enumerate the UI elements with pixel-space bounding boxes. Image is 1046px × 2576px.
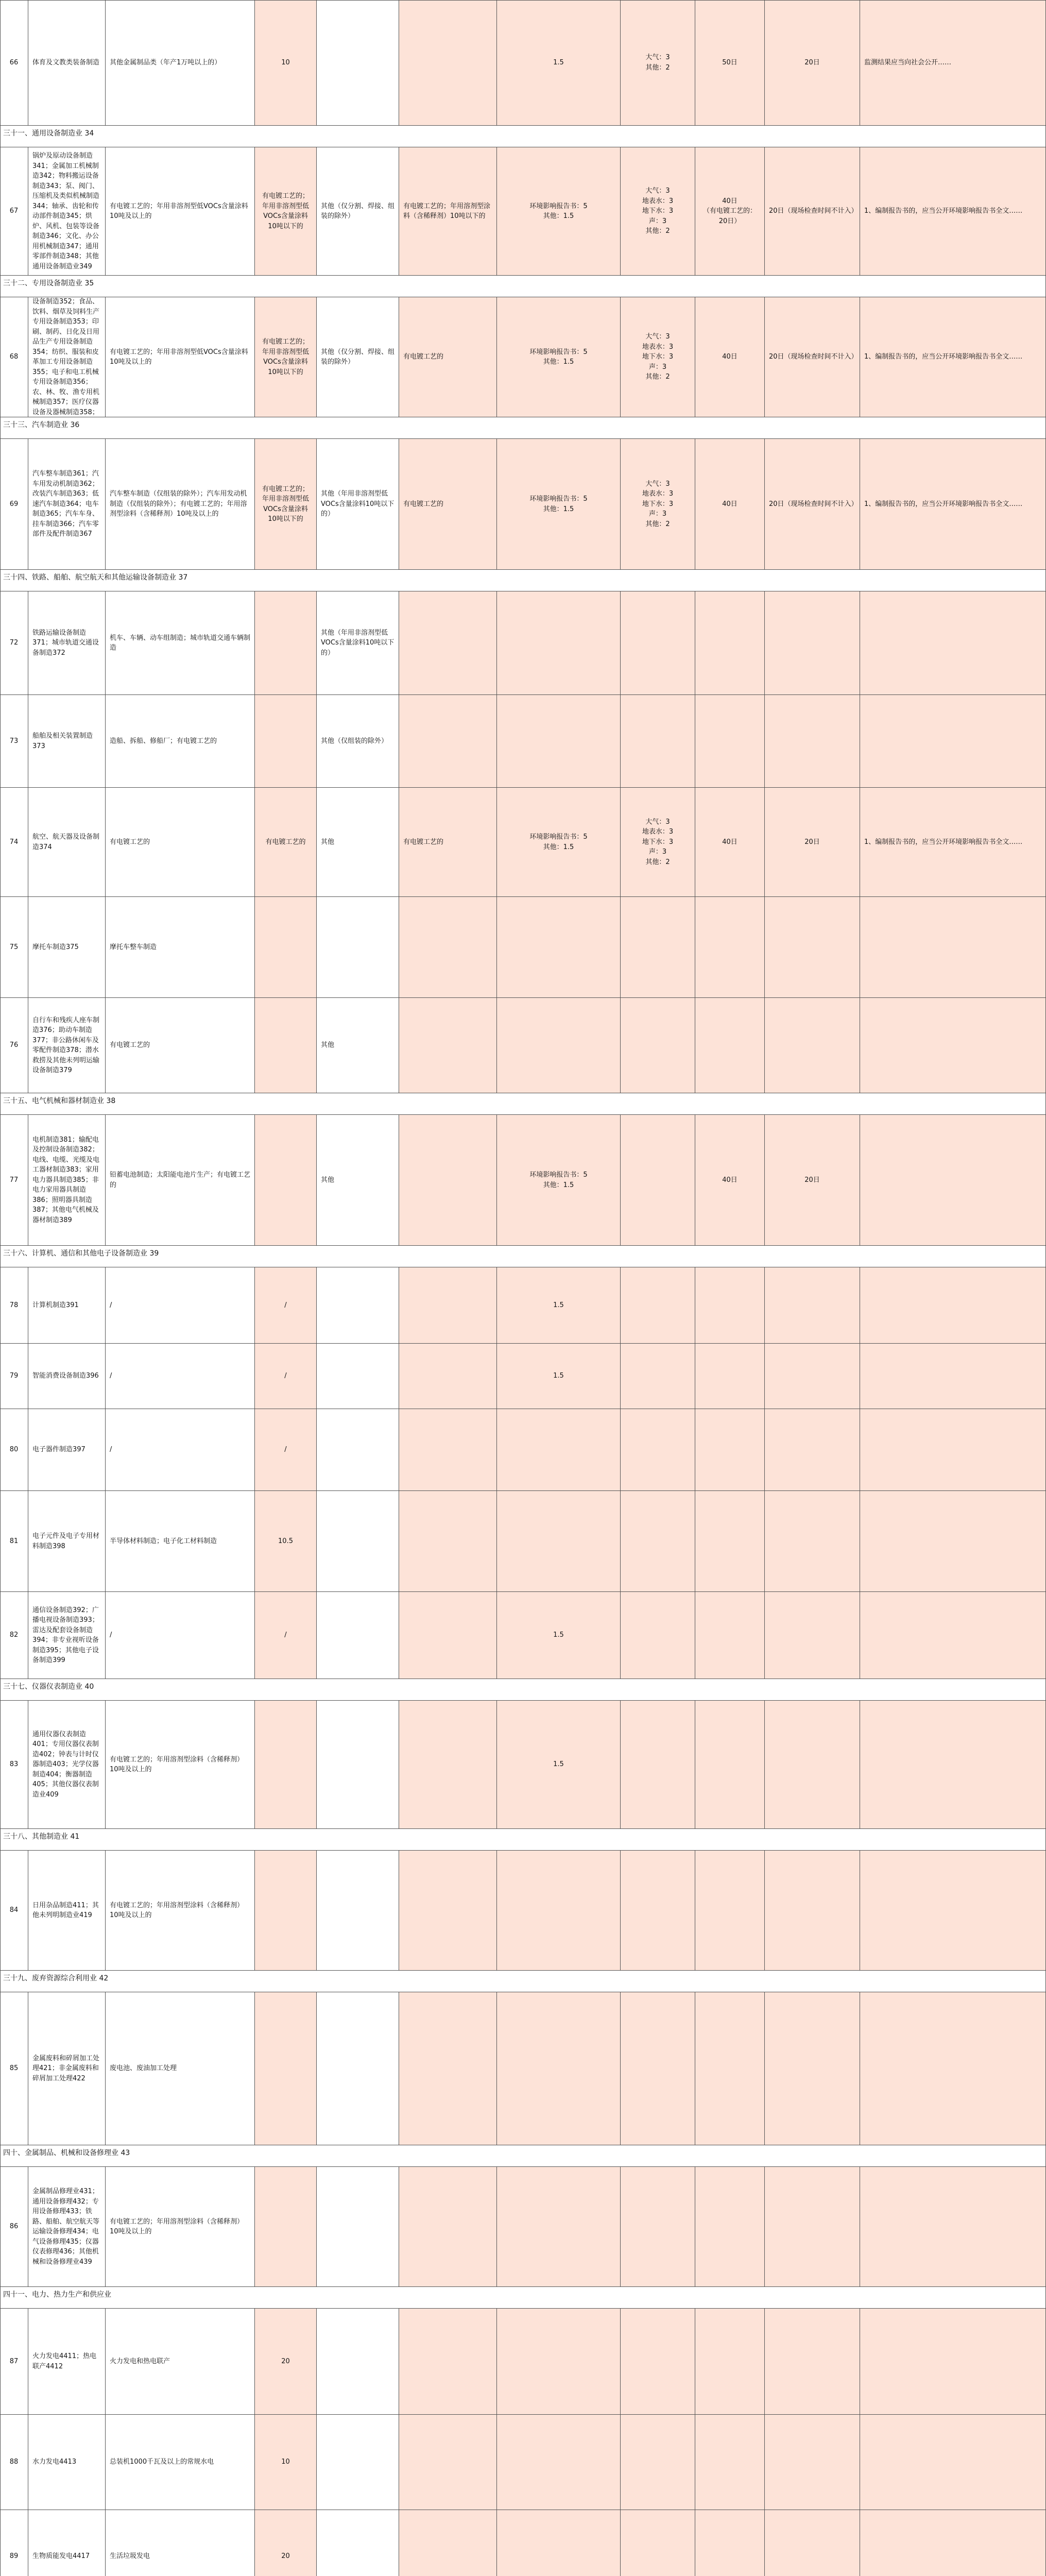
table-cell-c11: 1、编制报告书的，应当公开环境影响报告书全文…… bbox=[860, 297, 1046, 417]
table-cell-no: 84 bbox=[0, 1851, 28, 1970]
table-cell-name: 计算机制造391 bbox=[28, 1267, 106, 1343]
table-cell-c8 bbox=[621, 1115, 695, 1245]
table-cell-c6 bbox=[399, 1701, 497, 1828]
table-cell-c10 bbox=[765, 897, 860, 997]
table-cell-c10 bbox=[765, 695, 860, 787]
table-cell-c5: 其他（仅组装的除外） bbox=[317, 695, 399, 787]
table-cell-c8 bbox=[621, 1267, 695, 1343]
table-cell-mid bbox=[255, 1992, 317, 2145]
table-cell-mid: / bbox=[255, 1592, 317, 1679]
table-cell-c7 bbox=[497, 2309, 621, 2414]
table-cell-c8 bbox=[621, 1992, 695, 2145]
table-cell-c11 bbox=[860, 2309, 1046, 2414]
table-cell-no: 66 bbox=[0, 0, 28, 125]
table-cell-name: 通信设备制造392；广播电视设备制造393；雷达及配套设备制造394；非专业视听设备制造395；其他电子设备制造399 bbox=[28, 1592, 106, 1679]
table-cell-c8: 大气：3 其他：2 bbox=[621, 0, 695, 125]
table-cell-c7: 1.5 bbox=[497, 1592, 621, 1679]
table-cell-mid bbox=[255, 897, 317, 997]
table-cell-scope: 有电镀工艺的；年用非溶剂型低VOCs含量涂料10吨及以上的 bbox=[106, 147, 255, 275]
table-cell-c6: 有电镀工艺的；年用溶剂型涂料（含稀释剂）10吨以下的 bbox=[399, 147, 497, 275]
section-title: 四十、金属制品、机械和设备修理业 43 bbox=[3, 2149, 130, 2157]
table-row bbox=[0, 897, 1046, 998]
table-cell-scope: 有电镀工艺的 bbox=[106, 998, 255, 1093]
table-cell-c6: 有电镀工艺的 bbox=[399, 439, 497, 569]
table-row bbox=[0, 788, 1046, 897]
table-cell-scope: 有电镀工艺的；年用溶剂型涂料（含稀释剂）10吨及以上的 bbox=[106, 1851, 255, 1970]
table-cell-c10 bbox=[765, 591, 860, 694]
table-cell-c7 bbox=[497, 591, 621, 694]
table-cell-scope: 机车、车辆、动车组制造；城市轨道交通车辆制造 bbox=[106, 591, 255, 694]
table-cell-name: 铁路运输设备制造371；城市轨道交通设备制造372 bbox=[28, 591, 106, 694]
table-cell-c6 bbox=[399, 591, 497, 694]
table-row bbox=[0, 695, 1046, 788]
table-cell-c10: 20日 bbox=[765, 0, 860, 125]
table-cell-c7 bbox=[497, 1409, 621, 1490]
section-heading bbox=[0, 126, 1046, 147]
section-heading bbox=[0, 1679, 1046, 1701]
table-cell-mid bbox=[255, 1701, 317, 1828]
table-cell-scope: 生活垃圾发电 bbox=[106, 2510, 255, 2576]
table-cell-c8: 大气：3 地表水：3 地下水：3 声：3 其他：2 bbox=[621, 788, 695, 896]
table-cell-c5 bbox=[317, 1701, 399, 1828]
table-row bbox=[0, 591, 1046, 695]
table-cell-c7 bbox=[497, 2510, 621, 2576]
table-cell-c6 bbox=[399, 1491, 497, 1591]
table-cell-no: 67 bbox=[0, 147, 28, 275]
table-cell-c11 bbox=[860, 1992, 1046, 2145]
section-heading bbox=[0, 1829, 1046, 1851]
table-cell-no: 78 bbox=[0, 1267, 28, 1343]
table-cell-scope: 铅蓄电池制造；太阳能电池片生产；有电镀工艺的 bbox=[106, 1115, 255, 1245]
table-cell-c6: 有电镀工艺的 bbox=[399, 297, 497, 417]
table-cell-c5: 其他（仅分割、焊接、组装的除外） bbox=[317, 147, 399, 275]
table-cell-c8 bbox=[621, 695, 695, 787]
table-cell-c6 bbox=[399, 897, 497, 997]
table-cell-no: 76 bbox=[0, 998, 28, 1093]
table-cell-c10 bbox=[765, 2309, 860, 2414]
table-cell-c9: 40日 bbox=[695, 439, 765, 569]
section-heading bbox=[0, 276, 1046, 297]
table-cell-c9: 40日 bbox=[695, 1115, 765, 1245]
table-cell-name: 锅炉及原动设备制造341；金属加工机械制造342；物料搬运设备制造343；泵、阀门、压缩机及类似机械制造344；轴承、齿轮和传动部件制造345；烘炉、风机、包装等设备制造346；文化、办公用机械制造347；通用零部件制造348；其他通用设备制造业349 bbox=[28, 147, 106, 275]
table-cell-c7: 环境影响报告书：5 其他：1.5 bbox=[497, 297, 621, 417]
table-cell-c9 bbox=[695, 1851, 765, 1970]
table-cell-c6 bbox=[399, 1115, 497, 1245]
table-cell-scope: 有电镀工艺的；年用非溶剂型低VOCs含量涂料10吨及以上的 bbox=[106, 297, 255, 417]
table-cell-c6 bbox=[399, 998, 497, 1093]
table-cell-c5: 其他 bbox=[317, 998, 399, 1093]
table-row bbox=[0, 1409, 1046, 1491]
table-cell-mid: 10.5 bbox=[255, 1491, 317, 1591]
table-row bbox=[0, 1592, 1046, 1679]
table-cell-c9 bbox=[695, 2167, 765, 2286]
table-cell-mid bbox=[255, 1851, 317, 1970]
table-row bbox=[0, 1267, 1046, 1344]
table-cell-c8: 大气：3 地表水：3 地下水：3 声：3 其他：2 bbox=[621, 439, 695, 569]
table-cell-c8 bbox=[621, 1409, 695, 1490]
table-cell-c7 bbox=[497, 1851, 621, 1970]
section-title: 三十九、废弃资源综合利用业 42 bbox=[3, 1974, 109, 1982]
table-cell-c10 bbox=[765, 1701, 860, 1828]
table-cell-c9 bbox=[695, 2309, 765, 2414]
table-cell-c6 bbox=[399, 2309, 497, 2414]
table-cell-name: 汽车整车制造361；汽车用发动机制造362；改装汽车制造363；低速汽车制造364；电车制造365；汽车车身、挂车制造366；汽车零部件及配件制造367 bbox=[28, 439, 106, 569]
table-cell-c10: 20日（现场检查时间不计入） bbox=[765, 439, 860, 569]
table-cell-mid bbox=[255, 695, 317, 787]
table-cell-name: 生物质能发电4417 bbox=[28, 2510, 106, 2576]
table-cell-c11 bbox=[860, 1267, 1046, 1343]
table-cell-scope: 汽车整车制造（仅组装的除外）；汽车用发动机制造（仅组装的除外）；有电镀工艺的；年用溶剂型涂料（含稀释剂）10吨及以上的 bbox=[106, 439, 255, 569]
table-cell-c10: 20日（现场检查时间不计入） bbox=[765, 147, 860, 275]
table-cell-scope: 摩托车整车制造 bbox=[106, 897, 255, 997]
table-cell-c7 bbox=[497, 2167, 621, 2286]
table-cell-c9 bbox=[695, 2415, 765, 2510]
table-cell-c5 bbox=[317, 1409, 399, 1490]
table-cell-c7: 环境影响报告书：5 其他：1.5 bbox=[497, 147, 621, 275]
table-cell-scope: 半导体材料制造；电子化工材料制造 bbox=[106, 1491, 255, 1591]
table-cell-scope: / bbox=[106, 1267, 255, 1343]
table-cell-name: 火力发电4411；热电联产4412 bbox=[28, 2309, 106, 2414]
table-cell-scope: 有电镀工艺的；年用溶剂型涂料（含稀释剂）10吨及以上的 bbox=[106, 1701, 255, 1828]
table-cell-c10: 20日 bbox=[765, 1115, 860, 1245]
table-cell-c6 bbox=[399, 2415, 497, 2510]
section-heading bbox=[0, 1971, 1046, 1992]
table-cell-c6 bbox=[399, 1992, 497, 2145]
table-cell-scope: / bbox=[106, 1592, 255, 1679]
table-cell-scope: / bbox=[106, 1409, 255, 1490]
table-cell-mid: 10 bbox=[255, 2415, 317, 2510]
table-cell-c6 bbox=[399, 1344, 497, 1409]
table-cell-c7 bbox=[497, 897, 621, 997]
table-cell-c10 bbox=[765, 1592, 860, 1679]
table-cell-mid: 有电镀工艺的；年用非溶剂型低VOCs含量涂料10吨以下的 bbox=[255, 439, 317, 569]
table-cell-mid: 20 bbox=[255, 2510, 317, 2576]
table-cell-mid bbox=[255, 591, 317, 694]
table-cell-c5: 其他 bbox=[317, 1115, 399, 1245]
section-title: 三十二、专用设备制造业 35 bbox=[3, 279, 94, 287]
table-cell-c6 bbox=[399, 2167, 497, 2286]
table-cell-c9 bbox=[695, 1701, 765, 1828]
section-title: 三十五、电气机械和器材制造业 38 bbox=[3, 1097, 116, 1105]
table-cell-scope: / bbox=[106, 1344, 255, 1409]
section-heading bbox=[0, 2287, 1046, 2309]
section-title: 四十一、电力、热力生产和供应业 bbox=[3, 2291, 111, 2299]
table-cell-c11 bbox=[860, 2167, 1046, 2286]
table-cell-mid: 有电镀工艺的 bbox=[255, 788, 317, 896]
table-cell-c7: 1.5 bbox=[497, 0, 621, 125]
table-cell-c10: 20日 bbox=[765, 788, 860, 896]
table-cell-c5: 其他（仅分割、焊接、组装的除外） bbox=[317, 297, 399, 417]
table-cell-c7 bbox=[497, 695, 621, 787]
table-cell-name: 金属制品修理业431；通用设备修理432；专用设备修理433；铁路、船舶、航空航天等运输设备修理434；电气设备修理435；仪器仪表修理436；其他机械和设备修理业439 bbox=[28, 2167, 106, 2286]
table-cell-scope: 其他金属制品类（年产1万吨以上的） bbox=[106, 0, 255, 125]
table-cell-c11 bbox=[860, 897, 1046, 997]
table-cell-c8: 大气：3 地表水：3 地下水：3 声：3 其他：2 bbox=[621, 147, 695, 275]
table-cell-c9 bbox=[695, 1992, 765, 2145]
table-cell-c10 bbox=[765, 1491, 860, 1591]
table-cell-name: 电子器件制造397 bbox=[28, 1409, 106, 1490]
table-cell-no: 89 bbox=[0, 2510, 28, 2576]
table-cell-c9 bbox=[695, 897, 765, 997]
table-cell-c7: 环境影响报告书：5 其他：1.5 bbox=[497, 788, 621, 896]
table-row bbox=[0, 439, 1046, 570]
table-cell-no: 82 bbox=[0, 1592, 28, 1679]
table-cell-name: 设备制造352；食品、饮料、烟草及饲料生产专用设备制造353；印刷、制药、日化及日用品生产专用设备制造354；纺织、服装和皮革加工专用设备制造355；电子和电工机械专用设备制造356；农、林、牧、渔专用机械制造357；医疗仪器设备及器械制造358； bbox=[28, 297, 106, 417]
section-title: 三十八、其他制造业 41 bbox=[3, 1833, 80, 1841]
table-cell-c7: 1.5 bbox=[497, 1344, 621, 1409]
table-cell-c11 bbox=[860, 1409, 1046, 1490]
table-cell-c7 bbox=[497, 1992, 621, 2145]
table-cell-c8 bbox=[621, 1491, 695, 1591]
table-cell-c6 bbox=[399, 0, 497, 125]
table-cell-c11: 1、编制报告书的，应当公开环境影响报告书全文…… bbox=[860, 788, 1046, 896]
table-cell-c8 bbox=[621, 1344, 695, 1409]
table-cell-no: 81 bbox=[0, 1491, 28, 1591]
table-cell-c9 bbox=[695, 1267, 765, 1343]
table-row bbox=[0, 1491, 1046, 1592]
table-cell-c8 bbox=[621, 1851, 695, 1970]
section-heading bbox=[0, 570, 1046, 591]
table-cell-scope: 造船、拆船、修船厂；有电镀工艺的 bbox=[106, 695, 255, 787]
table-cell-mid bbox=[255, 998, 317, 1093]
table-cell-c5: 其他（年用非溶剂型低VOCs含量涂料10吨以下的） bbox=[317, 439, 399, 569]
table-cell-c8 bbox=[621, 2415, 695, 2510]
table-cell-c11 bbox=[860, 998, 1046, 1093]
table-cell-c5 bbox=[317, 2309, 399, 2414]
table-cell-c5 bbox=[317, 0, 399, 125]
table-cell-c5 bbox=[317, 1344, 399, 1409]
table-cell-c9 bbox=[695, 1344, 765, 1409]
table-cell-c5 bbox=[317, 897, 399, 997]
table-cell-scope: 火力发电和热电联产 bbox=[106, 2309, 255, 2414]
table-cell-name: 水力发电4413 bbox=[28, 2415, 106, 2510]
table-row bbox=[0, 2309, 1046, 2415]
table-cell-scope: 有电镀工艺的 bbox=[106, 788, 255, 896]
table-cell-mid bbox=[255, 2167, 317, 2286]
table-cell-c9 bbox=[695, 998, 765, 1093]
table-row bbox=[0, 0, 1046, 126]
table-cell-c5 bbox=[317, 1851, 399, 1970]
table-cell-name: 金属废料和碎屑加工处理421；非金属废料和碎屑加工处理422 bbox=[28, 1992, 106, 2145]
table-row bbox=[0, 2415, 1046, 2510]
table-cell-c11 bbox=[860, 1115, 1046, 1245]
table-cell-scope: 有电镀工艺的；年用溶剂型涂料（含稀释剂）10吨及以上的 bbox=[106, 2167, 255, 2286]
table-cell-c9: 50日 bbox=[695, 0, 765, 125]
table-cell-c10 bbox=[765, 1992, 860, 2145]
table-cell-c5: 其他 bbox=[317, 788, 399, 896]
table-cell-c7: 1.5 bbox=[497, 1701, 621, 1828]
table-cell-c5 bbox=[317, 1491, 399, 1591]
table-cell-c10 bbox=[765, 2415, 860, 2510]
table-cell-c5 bbox=[317, 2415, 399, 2510]
table-row bbox=[0, 2167, 1046, 2287]
table-cell-c5 bbox=[317, 1992, 399, 2145]
table-cell-c10 bbox=[765, 1267, 860, 1343]
table-cell-c8 bbox=[621, 1701, 695, 1828]
table-cell-c11 bbox=[860, 1701, 1046, 1828]
table-row bbox=[0, 1851, 1046, 1971]
table-cell-no: 68 bbox=[0, 297, 28, 417]
table-cell-c6 bbox=[399, 1267, 497, 1343]
table-cell-no: 73 bbox=[0, 695, 28, 787]
table-cell-no: 74 bbox=[0, 788, 28, 896]
table-row bbox=[0, 297, 1046, 417]
section-title: 三十一、通用设备制造业 34 bbox=[3, 129, 94, 138]
table-cell-c6 bbox=[399, 2510, 497, 2576]
table-cell-name: 日用杂品制造411；其他未列明制造业419 bbox=[28, 1851, 106, 1970]
table-cell-c11 bbox=[860, 1851, 1046, 1970]
table-cell-scope: 总装机1000千瓦及以上的常规水电 bbox=[106, 2415, 255, 2510]
table-cell-c11: 监测结果应当向社会公开…… bbox=[860, 0, 1046, 125]
table-cell-c11 bbox=[860, 1344, 1046, 1409]
table-cell-c8 bbox=[621, 2309, 695, 2414]
table-cell-c8 bbox=[621, 998, 695, 1093]
table-cell-no: 80 bbox=[0, 1409, 28, 1490]
table-cell-mid: 有电镀工艺的；年用非溶剂型低VOCs含量涂料10吨以下的 bbox=[255, 147, 317, 275]
table-cell-mid bbox=[255, 1115, 317, 1245]
table-row bbox=[0, 147, 1046, 276]
table-cell-c9 bbox=[695, 591, 765, 694]
table-cell-c7: 环境影响报告书：5 其他：1.5 bbox=[497, 439, 621, 569]
table-cell-name: 自行车和残疾人座车制造376；助动车制造377；非公路休闲车及零配件制造378；潜水救捞及其他未列明运输设备制造379 bbox=[28, 998, 106, 1093]
table-cell-c8 bbox=[621, 2510, 695, 2576]
table-cell-c7 bbox=[497, 2415, 621, 2510]
section-heading bbox=[0, 1246, 1046, 1267]
table-cell-name: 航空、航天器及设备制造374 bbox=[28, 788, 106, 896]
table-cell-c6 bbox=[399, 1592, 497, 1679]
table-cell-c8 bbox=[621, 897, 695, 997]
table-cell-c7 bbox=[497, 1491, 621, 1591]
table-cell-c9: 40日 bbox=[695, 788, 765, 896]
table-cell-name: 船舶及相关装置制造373 bbox=[28, 695, 106, 787]
table-cell-c10 bbox=[765, 1409, 860, 1490]
section-heading bbox=[0, 2145, 1046, 2167]
table-cell-name: 通用仪器仪表制造401；专用仪器仪表制造402；钟表与计时仪器制造403；光学仪器制造404；衡器制造405；其他仪器仪表制造业409 bbox=[28, 1701, 106, 1828]
table-cell-c6: 有电镀工艺的 bbox=[399, 788, 497, 896]
table-cell-no: 88 bbox=[0, 2415, 28, 2510]
table-cell-c8: 大气：3 地表水：3 地下水：3 声：3 其他：2 bbox=[621, 297, 695, 417]
table-row bbox=[0, 2510, 1046, 2576]
table-cell-c5 bbox=[317, 1592, 399, 1679]
table-cell-c11: 1、编制报告书的，应当公开环境影响报告书全文…… bbox=[860, 147, 1046, 275]
table-row bbox=[0, 998, 1046, 1093]
table-cell-c7 bbox=[497, 998, 621, 1093]
table-cell-c5: 其他（年用非溶剂型低VOCs含量涂料10吨以下的） bbox=[317, 591, 399, 694]
section-heading bbox=[0, 417, 1046, 439]
table-cell-mid: / bbox=[255, 1409, 317, 1490]
table-cell-no: 85 bbox=[0, 1992, 28, 2145]
table-row bbox=[0, 1115, 1046, 1246]
table-cell-name: 电机制造381；输配电及控制设备制造382；电线、电缆、光缆及电工器材制造383；家用电力器具制造385；非电力家用器具制造386；照明器具制造387；其他电气机械及器材制造389 bbox=[28, 1115, 106, 1245]
section-heading bbox=[0, 1093, 1046, 1115]
table-cell-c10 bbox=[765, 2167, 860, 2286]
table-cell-c5 bbox=[317, 2167, 399, 2286]
table-cell-no: 77 bbox=[0, 1115, 28, 1245]
table-cell-c9: 40日 （有电镀工艺的：20日） bbox=[695, 147, 765, 275]
table-cell-c10 bbox=[765, 1344, 860, 1409]
table-cell-c10 bbox=[765, 998, 860, 1093]
table-cell-c6 bbox=[399, 695, 497, 787]
table-cell-c9 bbox=[695, 2510, 765, 2576]
section-title: 三十七、仪器仪表制造业 40 bbox=[3, 1683, 94, 1691]
table-cell-c7: 1.5 bbox=[497, 1267, 621, 1343]
table-row bbox=[0, 1701, 1046, 1829]
table-cell-c9 bbox=[695, 1592, 765, 1679]
section-title: 三十三、汽车制造业 36 bbox=[3, 421, 80, 429]
table-cell-name: 智能消费设备制造396 bbox=[28, 1344, 106, 1409]
table-cell-no: 79 bbox=[0, 1344, 28, 1409]
table-cell-c10 bbox=[765, 2510, 860, 2576]
table-row bbox=[0, 1992, 1046, 2145]
table-cell-name: 电子元件及电子专用材料制造398 bbox=[28, 1491, 106, 1591]
table-cell-mid: 10 bbox=[255, 0, 317, 125]
table-cell-c11 bbox=[860, 1592, 1046, 1679]
table-cell-no: 72 bbox=[0, 591, 28, 694]
table-cell-c11 bbox=[860, 591, 1046, 694]
table-cell-mid: 有电镀工艺的；年用非溶剂型低VOCs含量涂料10吨以下的 bbox=[255, 297, 317, 417]
table-cell-no: 83 bbox=[0, 1701, 28, 1828]
table-cell-c9: 40日 bbox=[695, 297, 765, 417]
table-cell-c7: 环境影响报告书：5 其他：1.5 bbox=[497, 1115, 621, 1245]
table-cell-c8 bbox=[621, 1592, 695, 1679]
table-cell-c9 bbox=[695, 1491, 765, 1591]
section-title: 三十六、计算机、通信和其他电子设备制造业 39 bbox=[3, 1249, 159, 1258]
table-cell-c9 bbox=[695, 1409, 765, 1490]
table-cell-c5 bbox=[317, 2510, 399, 2576]
table-cell-c10 bbox=[765, 1851, 860, 1970]
table-cell-c11 bbox=[860, 695, 1046, 787]
table-cell-c5 bbox=[317, 1267, 399, 1343]
table-cell-mid: / bbox=[255, 1267, 317, 1343]
table-cell-name: 摩托车制造375 bbox=[28, 897, 106, 997]
table-cell-c9 bbox=[695, 695, 765, 787]
table-cell-c10: 20日（现场检查时间不计入） bbox=[765, 297, 860, 417]
table-cell-c8 bbox=[621, 2167, 695, 2286]
table-cell-no: 75 bbox=[0, 897, 28, 997]
table-cell-mid: / bbox=[255, 1344, 317, 1409]
table-cell-no: 86 bbox=[0, 2167, 28, 2286]
section-title: 三十四、铁路、船舶、航空航天和其他运输设备制造业 37 bbox=[3, 573, 188, 582]
table-cell-no: 69 bbox=[0, 439, 28, 569]
table-cell-mid: 20 bbox=[255, 2309, 317, 2414]
table-cell-c11 bbox=[860, 1491, 1046, 1591]
table-cell-c11 bbox=[860, 2510, 1046, 2576]
table-cell-name: 体育及文教类装备制造 bbox=[28, 0, 106, 125]
table-cell-no: 87 bbox=[0, 2309, 28, 2414]
table-row bbox=[0, 1344, 1046, 1409]
table-cell-scope: 废电池、废油加工处理 bbox=[106, 1992, 255, 2145]
table-cell-c11: 1、编制报告书的，应当公开环境影响报告书全文…… bbox=[860, 439, 1046, 569]
table-cell-c11 bbox=[860, 2415, 1046, 2510]
table-cell-c6 bbox=[399, 1851, 497, 1970]
table-cell-c6 bbox=[399, 1409, 497, 1490]
table-cell-c8 bbox=[621, 591, 695, 694]
